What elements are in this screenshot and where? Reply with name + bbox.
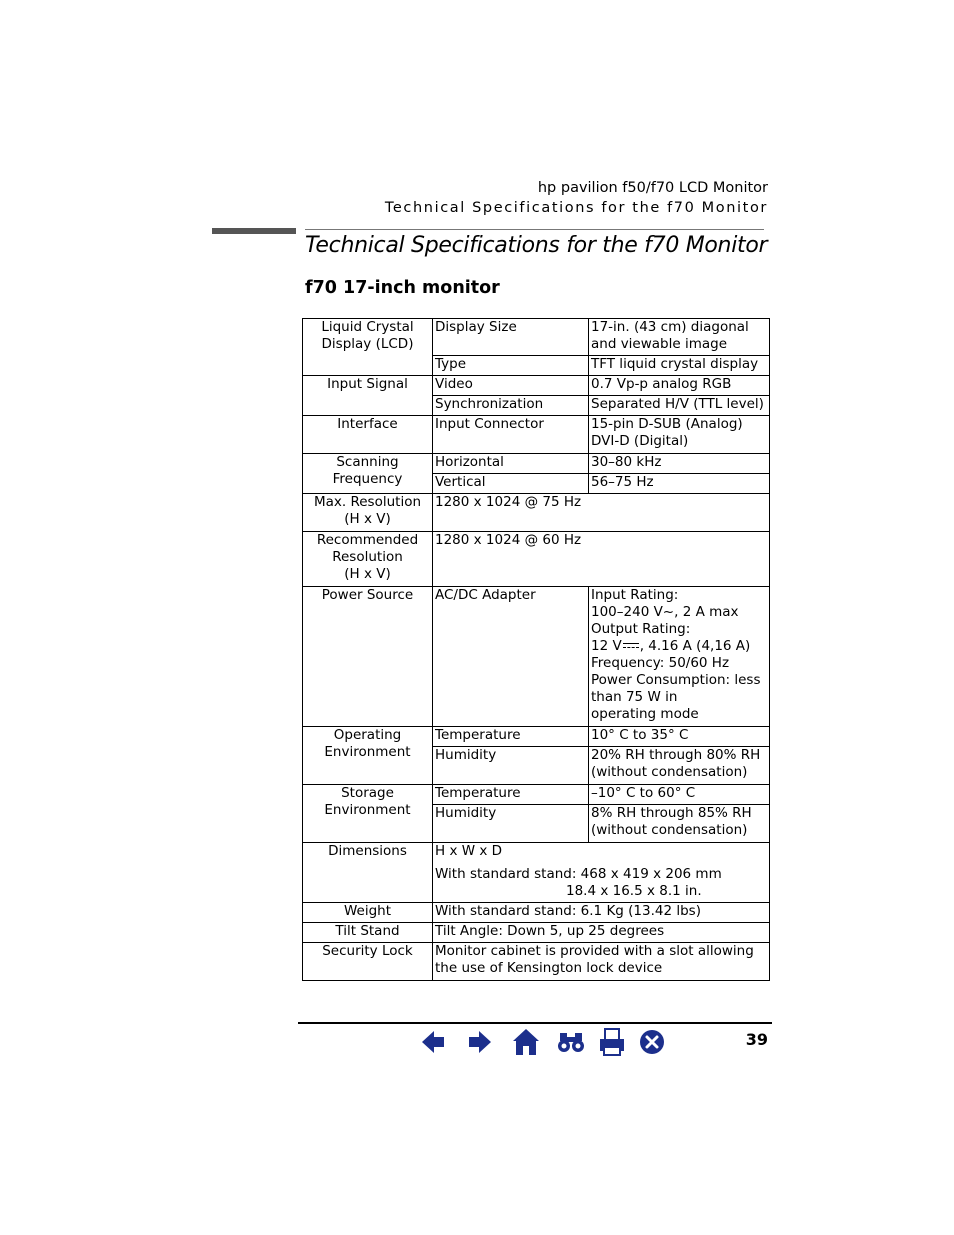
row-label: Dimensions (303, 843, 433, 903)
output-current: , 4.16 A (4,16 A) (639, 638, 751, 654)
power-output-rating (591, 638, 767, 655)
page-number: 39 (745, 1030, 768, 1049)
output-voltage: 12 V (591, 638, 622, 654)
spec-value: 15-pin D-SUB (Analog) DVI-D (Digital) (589, 416, 770, 454)
printer-icon[interactable] (597, 1027, 627, 1057)
row-label: Tilt Stand (303, 923, 433, 943)
power-frequency-consumption: Frequency: 50/60 Hz Power Consumption: less than 75 W in operating mode (591, 655, 761, 722)
table-row (303, 416, 770, 454)
side-bar-marker (212, 228, 296, 234)
spec-value: 20% RH through 80% RH (without condensation) (589, 747, 770, 785)
spec-name: Humidity (433, 805, 589, 843)
row-label: Input Signal (303, 376, 433, 416)
table-row (303, 587, 770, 727)
running-header (385, 178, 768, 218)
row-label: Operating Environment (303, 727, 433, 785)
row-label: Scanning Frequency (303, 454, 433, 494)
spec-value: With standard stand: 6.1 Kg (13.42 lbs) (433, 903, 770, 923)
row-label: Storage Environment (303, 785, 433, 843)
spec-value: Separated H/V (TTL level) (589, 396, 770, 416)
spec-value: Tilt Angle: Down 5, up 25 degrees (433, 923, 770, 943)
spec-name: Vertical (433, 474, 589, 494)
spec-value: 10° C to 35° C (589, 727, 770, 747)
row-label: Recommended Resolution (H x V) (303, 532, 433, 587)
home-icon[interactable] (511, 1027, 541, 1057)
dimensions-order: H x W x D (435, 843, 503, 859)
table-row (303, 532, 770, 587)
spec-name: Type (433, 356, 589, 376)
table-row (303, 943, 770, 981)
top-rule (305, 229, 764, 230)
spec-table (302, 318, 770, 981)
arrow-right-icon[interactable] (465, 1027, 495, 1057)
section-title: f70 17-inch monitor (305, 278, 500, 298)
spec-value: 56–75 Hz (589, 474, 770, 494)
table-row (303, 494, 770, 532)
binoculars-icon[interactable] (556, 1027, 586, 1057)
table-row (303, 843, 770, 903)
spec-value: 1280 x 1024 @ 75 Hz (433, 494, 770, 532)
header-product: hp pavilion f50/f70 LCD Monitor (537, 180, 768, 196)
arrow-left-icon[interactable] (418, 1027, 448, 1057)
table-row (303, 785, 770, 805)
spec-value: 1280 x 1024 @ 60 Hz (433, 532, 770, 587)
table-row (303, 903, 770, 923)
spec-value (433, 843, 770, 903)
row-label: Max. Resolution (H x V) (303, 494, 433, 532)
spec-value: Monitor cabinet is provided with a slot allowing the use of Kensington lock device (433, 943, 770, 981)
bottom-rule (298, 1022, 772, 1024)
row-label: Security Lock (303, 943, 433, 981)
spec-name: Synchronization (433, 396, 589, 416)
spec-name: Horizontal (433, 454, 589, 474)
spec-value: TFT liquid crystal display (589, 356, 770, 376)
row-label: Interface (303, 416, 433, 454)
spec-value (589, 587, 770, 727)
spec-name: Temperature (433, 727, 589, 747)
row-label: Weight (303, 903, 433, 923)
page-title: Technical Specifications for the f70 Monitor (305, 233, 768, 258)
spec-name: Temperature (433, 785, 589, 805)
spec-value: 17-in. (43 cm) diagonal and viewable image (589, 319, 770, 356)
spec-name: Video (433, 376, 589, 396)
spec-name: Input Connector (433, 416, 589, 454)
power-input-rating: Input Rating: 100–240 V~, 2 A max Output Rating: (591, 587, 739, 637)
spec-value: 30–80 kHz (589, 454, 770, 474)
table-row (303, 319, 770, 356)
spec-value: 8% RH through 85% RH (without condensation) (589, 805, 770, 843)
nav-bar (418, 1027, 674, 1059)
spec-name: AC/DC Adapter (433, 587, 589, 727)
table-row (303, 454, 770, 474)
dimensions-in: 18.4 x 16.5 x 8.1 in. (566, 883, 702, 899)
table-row (303, 376, 770, 396)
row-label: Power Source (303, 587, 433, 727)
spec-value: 0.7 Vp-p analog RGB (589, 376, 770, 396)
dimensions-mm: With standard stand: 468 x 419 x 206 mm (435, 866, 722, 882)
table-row (303, 727, 770, 747)
spec-name: Display Size (433, 319, 589, 356)
spec-name: Humidity (433, 747, 589, 785)
row-label: Liquid Crystal Display (LCD) (303, 319, 433, 376)
header-section: Technical Specifications for the f70 Monitor (384, 200, 768, 216)
close-icon[interactable] (637, 1027, 667, 1057)
table-row (303, 923, 770, 943)
spec-value: –10° C to 60° C (589, 785, 770, 805)
dc-current-icon (623, 642, 639, 650)
